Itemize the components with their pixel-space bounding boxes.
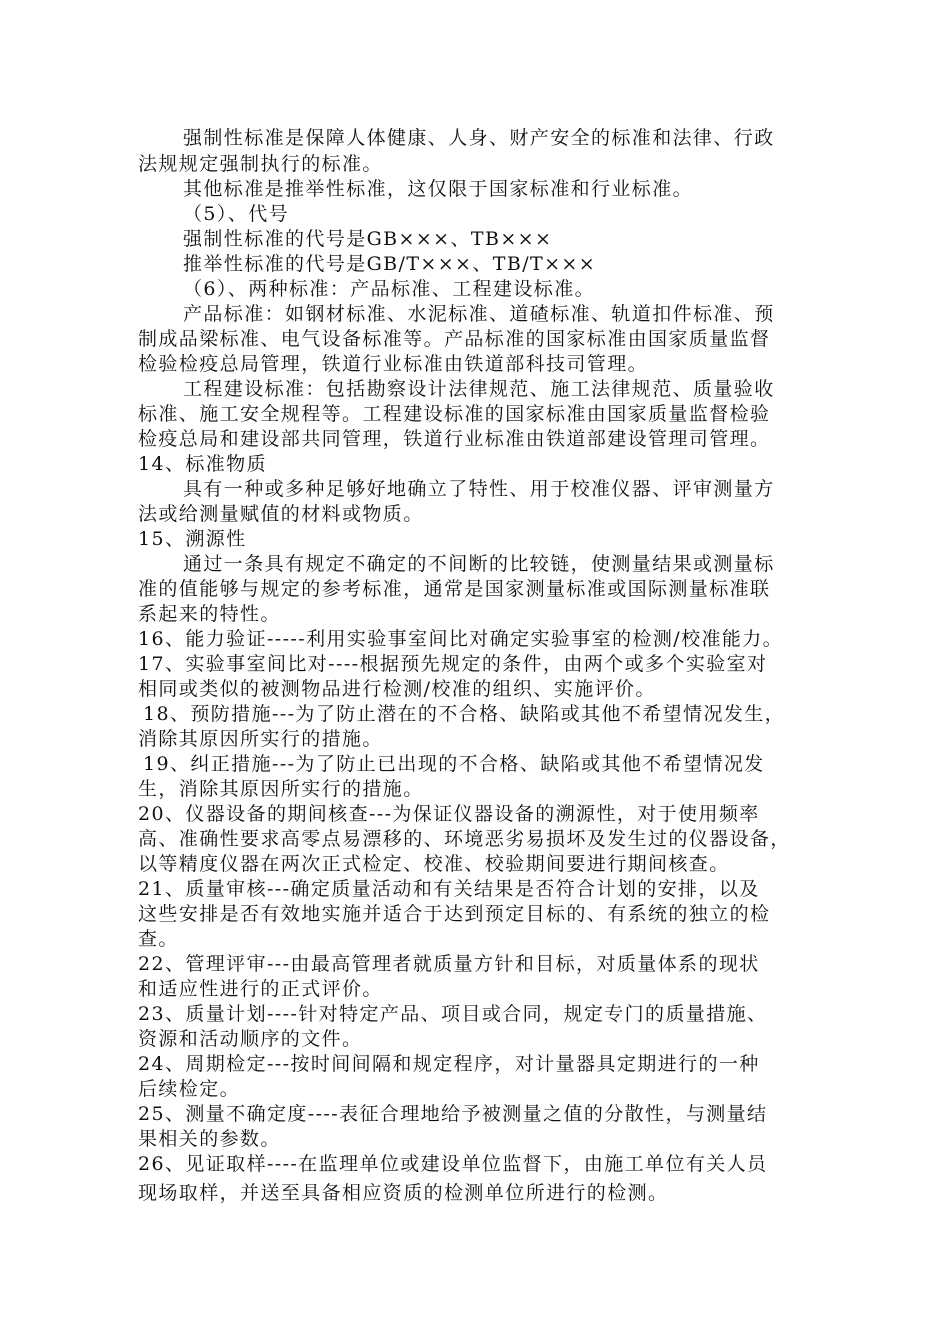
text-line: 18、预防措施---为了防止潜在的不合格、缺陷或其他不希望情况发生，: [143, 703, 786, 725]
text-line: 高、准确性要求高零点易漂移的、环境恶劣易损坏及发生过的仪器设备，: [138, 828, 791, 850]
text-line: 果相关的参数。: [138, 1128, 281, 1150]
text-line: 检疫总局和建设部共同管理，铁道行业标准由铁道部建设管理司管理。: [138, 428, 771, 450]
section-heading: 15、溯源性: [138, 528, 247, 550]
text-line: 工程建设标准：包括勘察设计法律规范、施工法律规范、质量验收: [183, 378, 775, 400]
text-line: 现场取样，并送至具备相应资质的检测单位所进行的检测。: [138, 1182, 669, 1204]
text-line: 推举性标准的代号是GB/T×××、TB/T×××: [183, 253, 597, 275]
text-line: 准的值能够与规定的参考标准，通常是国家测量标准或国际测量标准联: [138, 578, 771, 600]
text-line: 生，消除其原因所实行的措施。: [138, 778, 424, 800]
text-line: 查。: [138, 928, 179, 950]
text-line: （6）、两种标准：产品标准、工程建设标准。: [183, 278, 595, 300]
text-line: 19、纠正措施---为了防止已出现的不合格、缺陷或其他不希望情况发: [143, 753, 765, 775]
text-line: 标准、施工安全规程等。工程建设标准的国家标准由国家质量监督检验: [138, 403, 771, 425]
text-line: 系起来的特性。: [138, 603, 281, 625]
text-line: 法规规定强制执行的标准。: [138, 153, 383, 175]
section-heading: 14、标准物质: [138, 453, 267, 475]
text-line: 强制性标准的代号是GB×××、TB×××: [183, 228, 553, 250]
text-line: 具有一种或多种足够好地确立了特性、用于校准仪器、评审测量方: [183, 478, 775, 500]
text-line: 法或给测量赋值的材料或物质。: [138, 503, 424, 525]
text-line: 检验检疫总局管理，铁道行业标准由铁道部科技司管理。: [138, 353, 649, 375]
text-line: 26、见证取样----在监理单位或建设单位监督下，由施工单位有关人员: [138, 1153, 768, 1175]
text-line: 相同或类似的被测物品进行检测/校准的组织、实施评价。: [138, 678, 656, 700]
text-line: 23、质量计划----针对特定产品、项目或合同，规定专门的质量措施、: [138, 1003, 768, 1025]
text-line: 这些安排是否有效地实施并适合于达到预定目标的、有系统的独立的检: [138, 903, 771, 925]
text-line: 24、周期检定---按时间间隔和规定程序，对计量器具定期进行的一种: [138, 1053, 760, 1075]
text-line: 其他标准是推举性标准，这仅限于国家标准和行业标准。: [183, 178, 694, 200]
text-line: 21、质量审核---确定质量活动和有关结果是否符合计划的安排，以及: [138, 878, 760, 900]
text-line: 资源和活动顺序的文件。: [138, 1028, 363, 1050]
text-line: 后续检定。: [138, 1078, 241, 1100]
text-line: （5）、代号: [183, 203, 289, 225]
text-line: 制成品梁标准、电气设备标准等。产品标准的国家标准由国家质量监督: [138, 328, 771, 350]
text-line: 17、实验事室间比对----根据预先规定的条件，由两个或多个实验室对: [138, 653, 768, 675]
text-line: 20、仪器设备的期间核查---为保证仪器设备的溯源性，对于使用频率: [138, 803, 760, 825]
text-line: 22、管理评审---由最高管理者就质量方针和目标，对质量体系的现状: [138, 953, 760, 975]
text-line: 消除其原因所实行的措施。: [138, 728, 383, 750]
text-line: 强制性标准是保障人体健康、人身、财产安全的标准和法律、行政: [183, 127, 775, 149]
text-line: 和适应性进行的正式评价。: [138, 978, 383, 1000]
text-line: 以等精度仪器在两次正式检定、校准、校验期间要进行期间核查。: [138, 853, 730, 875]
text-line: 通过一条具有规定不确定的不间断的比较链，使测量结果或测量标: [183, 553, 775, 575]
text-line: 产品标准：如钢材标准、水泥标准、道碴标准、轨道扣件标准、预: [183, 303, 775, 325]
text-line: 16、能力验证-----利用实验事室间比对确定实验事室的检测/校准能力。: [138, 628, 784, 650]
text-line: 25、测量不确定度----表征合理地给予被测量之值的分散性，与测量结: [138, 1103, 768, 1125]
